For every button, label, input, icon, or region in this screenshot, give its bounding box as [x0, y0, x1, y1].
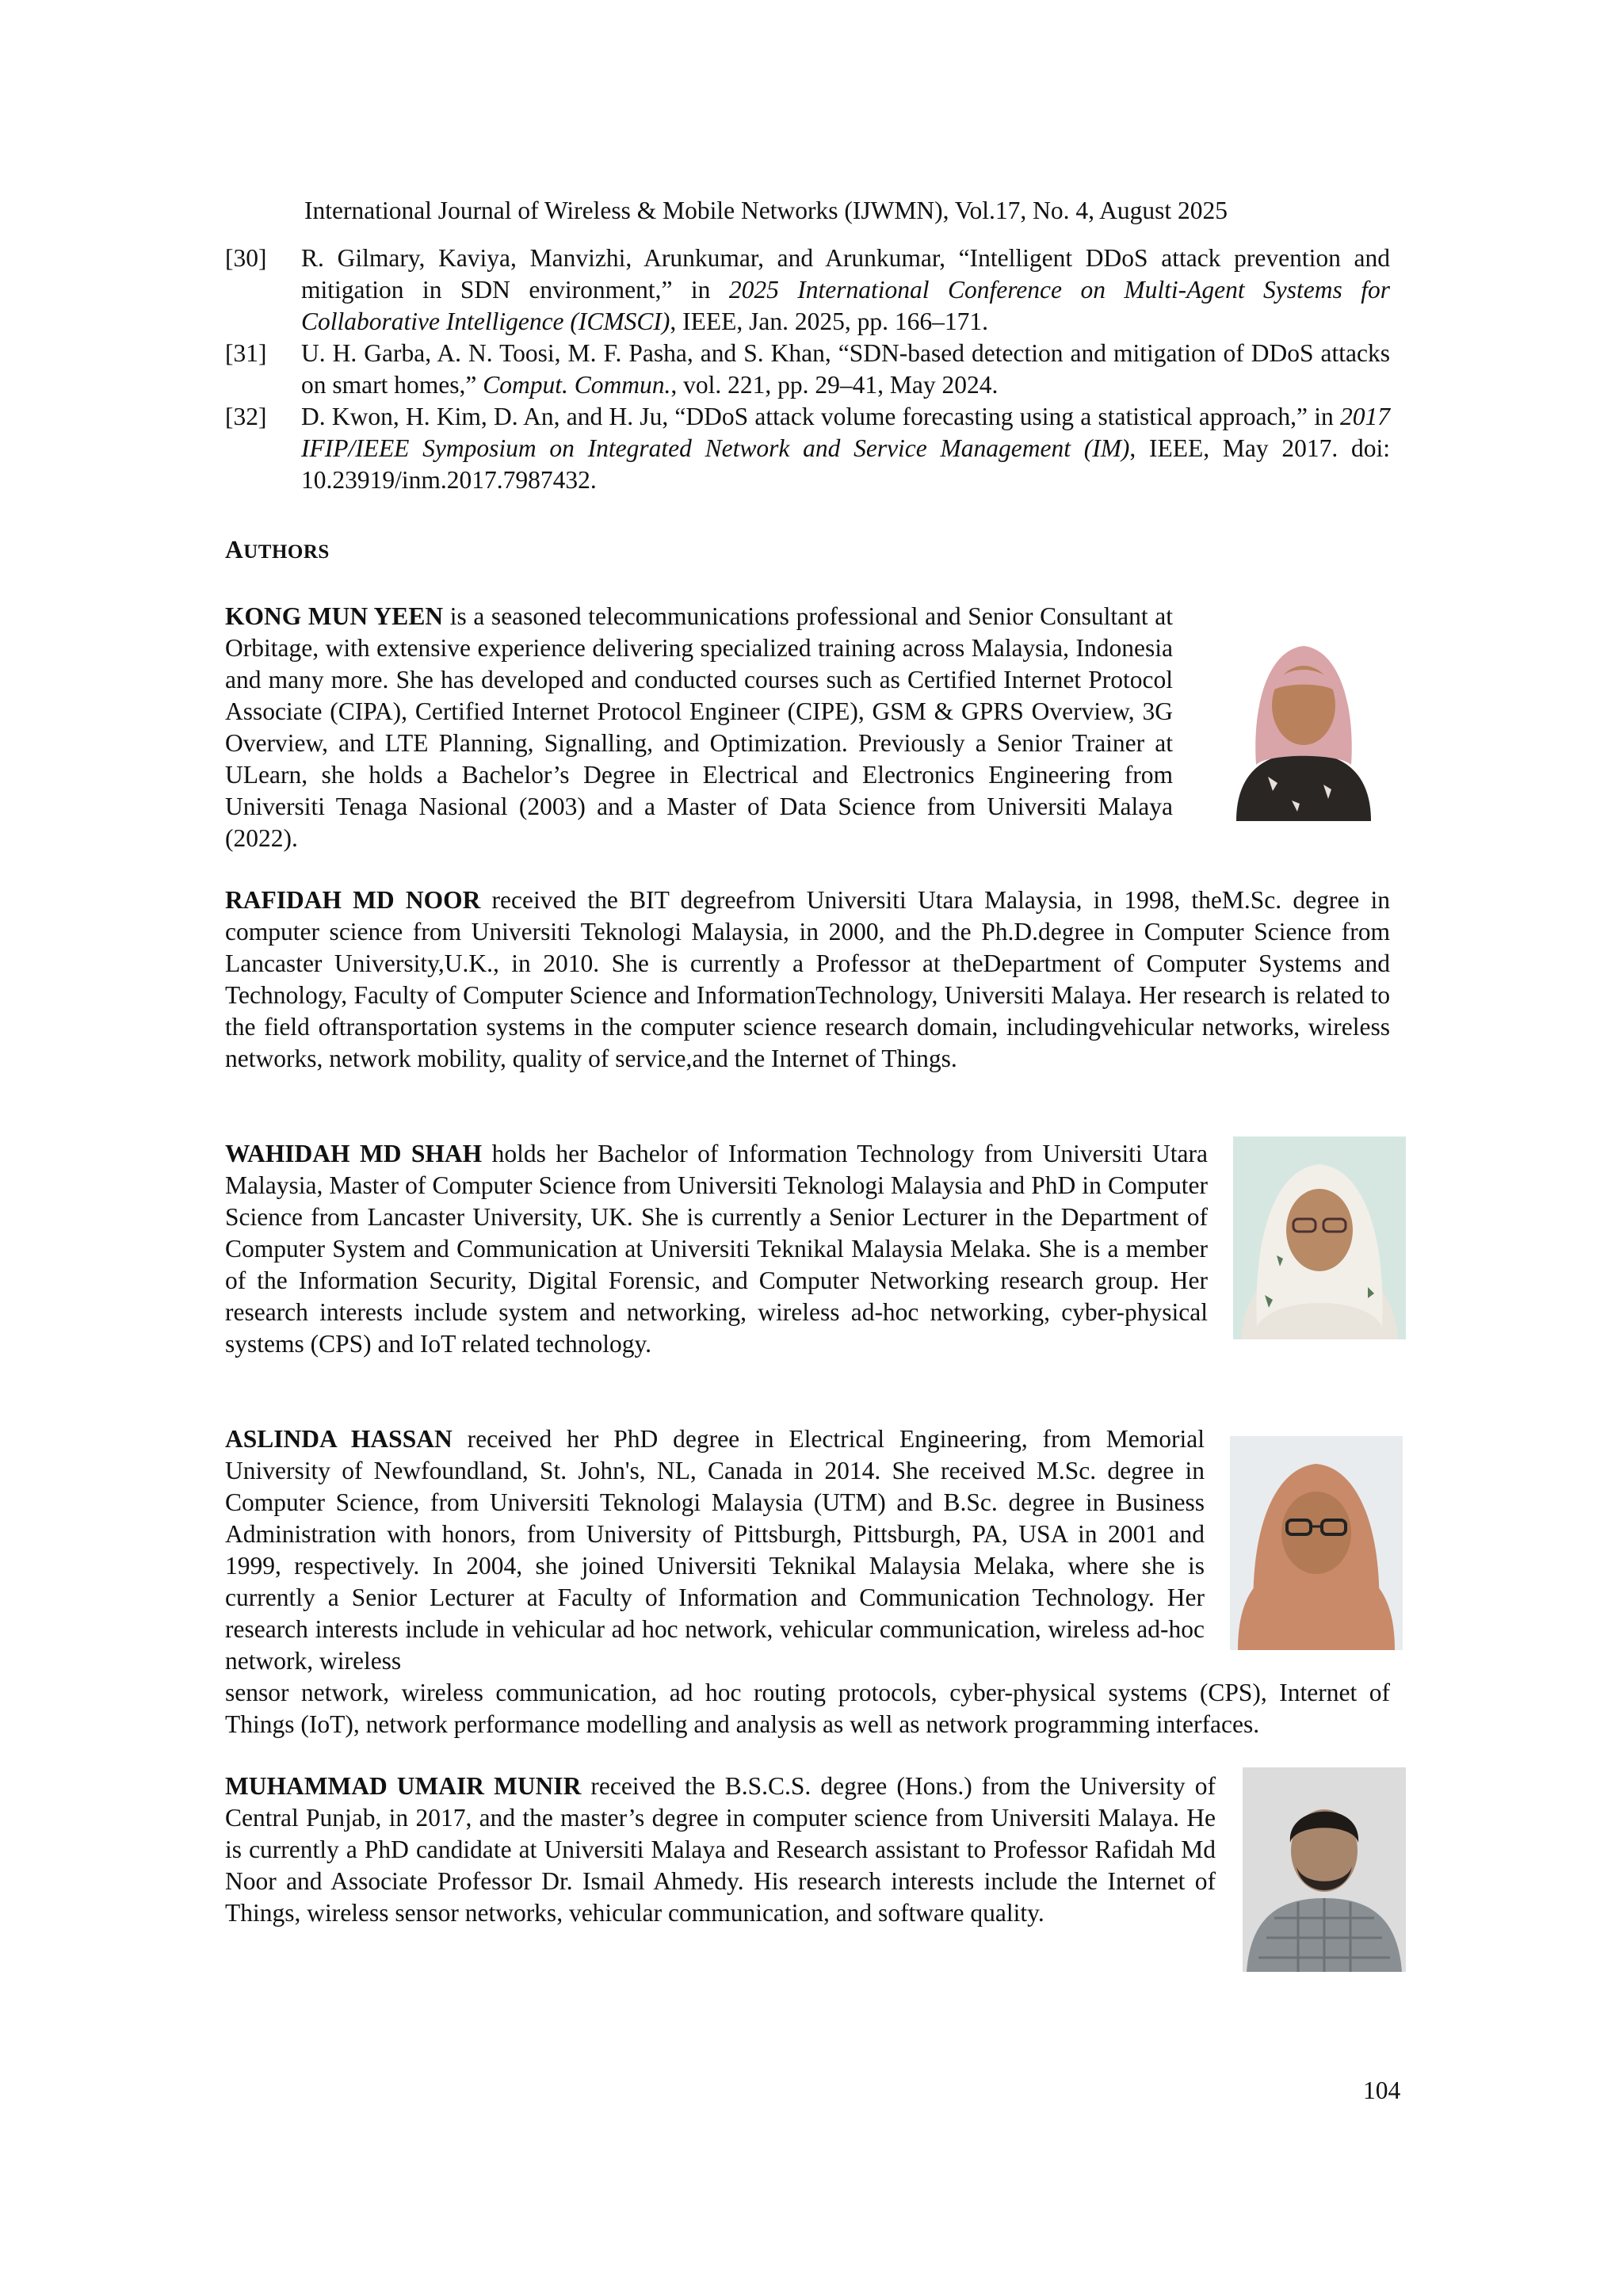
page-number: 104: [1363, 2076, 1401, 2104]
author-photo-aslinda-hassan: [1230, 1436, 1403, 1650]
reference-text: R. Gilmary, Kaviya, Manvizhi, Arunkumar, and Arunkumar, “Intelligent DDoS attack prevention and mitigation in SDN environment,” in: [301, 244, 1390, 304]
author-bio-text: received her PhD degree in Electrical Engineering, from Memorial University of Newfoundland, St. John's, NL, Canada in 2014. She received M.Sc. degree in Computer Science, from Universiti Teknologi Malaysia (UTM) and B.Sc. degree in Business Administration with honors, from University of Pittsburgh, Pittsburgh, PA, USA in 2001 and 1999, respectively. In 2004, she joined Universiti Teknikal Malaysia Melaka, where she is currently a Senior Lecturer at Faculty of Information and Communication Technology. Her research interests include in vehicular ad hoc network, vehicular communication, wireless ad-hoc network, wireless: [225, 1425, 1205, 1675]
author-name: KONG MUN YEEN: [225, 602, 444, 630]
author-name: RAFIDAH MD NOOR: [225, 886, 481, 914]
author-bio-wahidah-md-shah: [225, 1138, 1208, 1360]
author-bio-text: sensor network, wireless communication, ad hoc routing protocols, cyber-physical systems (CPS), Internet of Things (IoT), network performance modelling and analysis as well as network programming interfaces.: [225, 1679, 1390, 1738]
author-bio-kong-mun-yeen: [225, 601, 1173, 854]
authors-heading-initial: A: [225, 536, 244, 563]
reference-text: , IEEE, Jan. 2025, pp. 166–171.: [670, 308, 988, 335]
reference-text: , vol. 221, pp. 29–41, May 2024.: [670, 371, 999, 399]
author-name: ASLINDA HASSAN: [225, 1425, 453, 1453]
portrait-image: [1233, 1137, 1406, 1339]
authors-heading-rest: UTHORS: [243, 541, 330, 563]
reference-item: [225, 401, 1390, 496]
author-photo-wahidah-md-shah: [1233, 1137, 1406, 1339]
reference-text: U. H. Garba, A. N. Toosi, M. F. Pasha, and S. Khan, “SDN-based detection and mitigation of DDoS attacks on smart homes,”: [301, 339, 1390, 399]
reference-venue: 2025 International Conference on Multi-Agent Systems for Collaborative Intelligence (ICMSCI): [301, 276, 1390, 335]
portrait-image: [1230, 1436, 1403, 1650]
author-bio-aslinda-hassan-continued: [225, 1677, 1390, 1740]
reference-number: [30]: [225, 244, 267, 272]
author-bio-text: received the BIT degreefrom Universiti Utara Malaysia, in 1998, theM.Sc. degree in computer science from Universiti Teknologi Malaysia, in 2000, and the Ph.D.degree in Computer Science from Lancaster University,U.K., in 2010. She is currently a Professor at theDepartment of Computer Systems and Technology, Faculty of Computer Science and InformationTechnology, Universiti Malaya. Her research is related to the field oftransportation systems in the computer science research domain, includingvehicular networks, wireless networks, network mobility, quality of service,and the Internet of Things.: [225, 886, 1390, 1072]
portrait-image: [1243, 1767, 1406, 1972]
reference-number: [32]: [225, 403, 267, 430]
author-bio-text: received the B.S.C.S. degree (Hons.) from the University of Central Punjab, in 2017, and the master’s degree in computer science from Universiti Malaya. He is currently a PhD candidate at Universiti Malaya and Research assistant to Professor Rafidah Md Noor and Associate Professor Dr. Ismail Ahmedy. His research interests include the Internet of Things, wireless sensor networks, vehicular communication, and software quality.: [225, 1772, 1216, 1927]
author-name: MUHAMMAD UMAIR MUNIR: [225, 1772, 582, 1800]
author-photo-kong-mun-yeen: [1220, 618, 1387, 821]
reference-item: [225, 243, 1390, 338]
portrait-image: [1220, 618, 1387, 821]
author-bio-text: is a seasoned telecommunications professional and Senior Consultant at Orbitage, with extensive experience delivering specialized training across Malaysia, Indonesia and many more. She has developed and conducted courses such as Certified Internet Protocol Associate (CIPA), Certified Internet Protocol Engineer (CIPE), GSM & GPRS Overview, 3G Overview, and LTE Planning, Signalling, and Optimization. Previously a Senior Trainer at ULearn, she holds a Bachelor’s Degree in Electrical and Electronics Engineering from Universiti Tenaga Nasional (2003) and a Master of Data Science from Universiti Malaya (2022).: [225, 602, 1173, 852]
author-photo-muhammad-umair-munir: [1243, 1767, 1406, 1972]
reference-item: [225, 338, 1390, 401]
author-name: WAHIDAH MD SHAH: [225, 1140, 483, 1167]
author-bio-muhammad-umair-munir: [225, 1771, 1216, 1929]
running-header: International Journal of Wireless & Mobile Networks (IJWMN), Vol.17, No. 4, August 2025: [304, 197, 1228, 224]
reference-venue: 2017 IFIP/IEEE Symposium on Integrated Network and Service Management (IM): [301, 403, 1390, 462]
authors-heading: [225, 536, 330, 564]
reference-venue: Comput. Commun.: [483, 371, 671, 399]
reference-text: D. Kwon, H. Kim, D. An, and H. Ju, “DDoS attack volume forecasting using a statistical approach,” in: [301, 403, 1340, 430]
author-bio-aslinda-hassan: [225, 1423, 1205, 1677]
reference-list: [225, 243, 1390, 496]
author-bio-text: holds her Bachelor of Information Technology from Universiti Utara Malaysia, Master of Computer Science from Universiti Teknologi Malaysia and PhD in Computer Science from Lancaster University, UK. She is currently a Senior Lecturer in the Department of Computer System and Communication at Universiti Teknikal Malaysia Melaka. She is a member of the Information Security, Digital Forensic, and Computer Networking research group. Her research interests include system and networking, wireless ad-hoc networking, cyber-physical systems (CPS) and IoT related technology.: [225, 1140, 1209, 1358]
reference-number: [31]: [225, 339, 267, 367]
author-bio-rafidah-md-noor: [225, 884, 1390, 1075]
reference-text: , IEEE, May 2017. doi: 10.23919/inm.2017.7987432.: [301, 434, 1390, 494]
